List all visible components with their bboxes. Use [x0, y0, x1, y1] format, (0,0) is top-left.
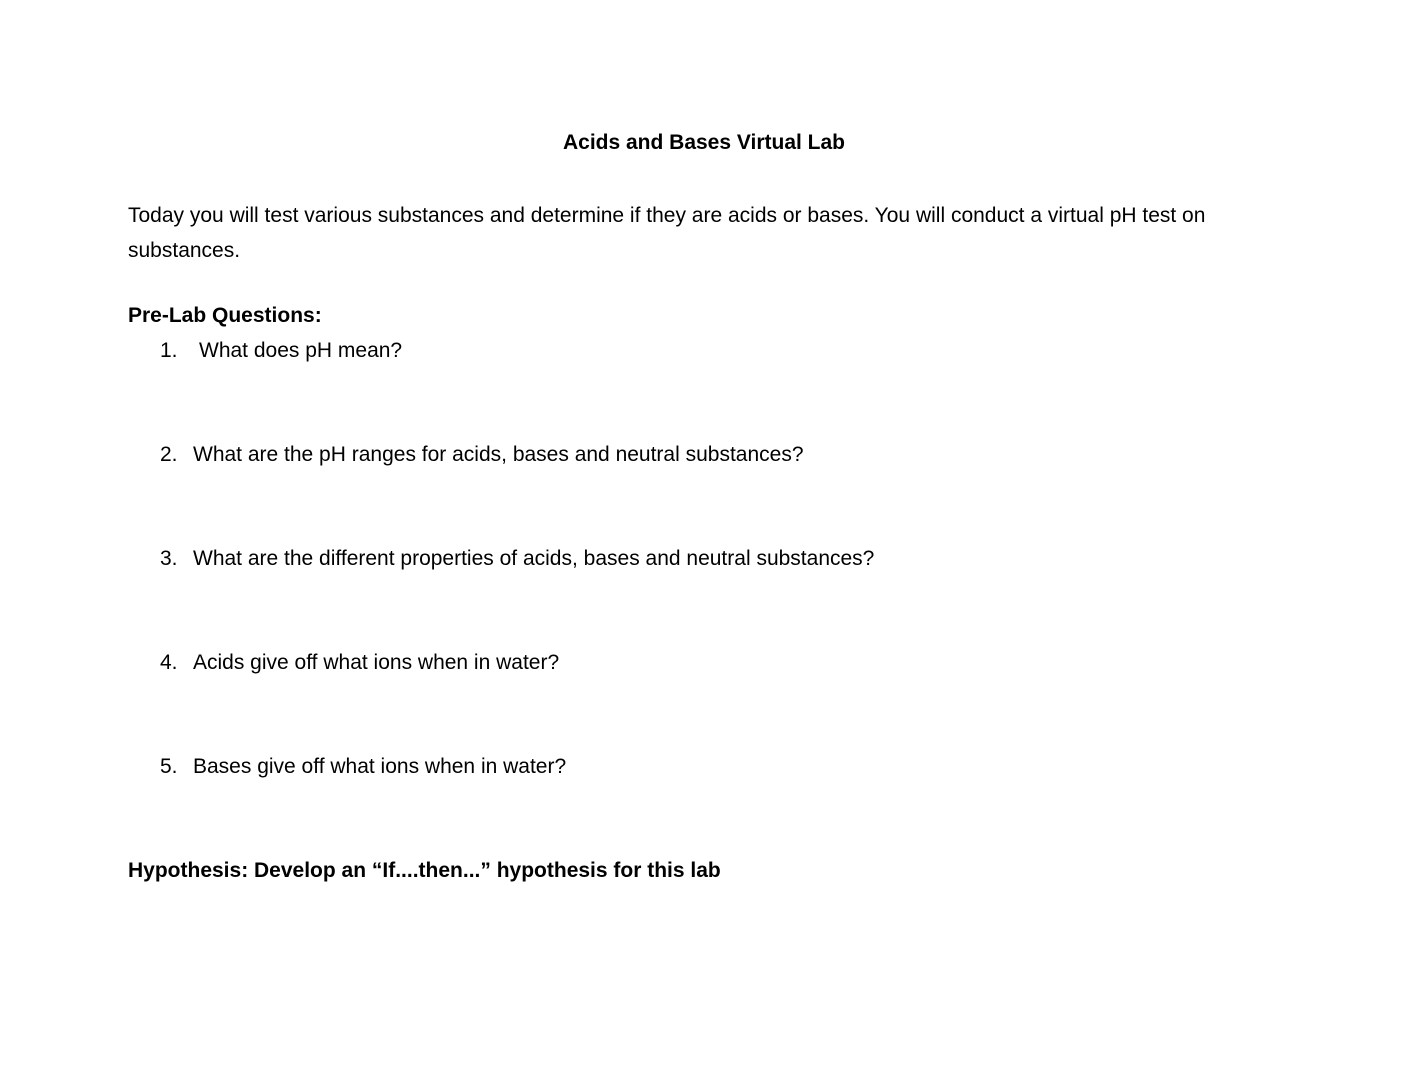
question-text: Acids give off what ions when in water?: [193, 651, 560, 674]
question-text: What does pH mean?: [199, 339, 403, 362]
intro-paragraph: Today you will test various substances and determine if they are acids or bases. You will conduct a virtual pH test on substances.: [128, 204, 1206, 262]
hypothesis-heading: Hypothesis: Develop an “If....then...” hypothesis for this lab: [128, 859, 721, 882]
question-number: 4.: [160, 651, 178, 674]
question-item-4: [160, 649, 559, 677]
question-item-3: [160, 545, 874, 573]
question-text: What are the different properties of acids, bases and neutral substances?: [193, 547, 875, 570]
question-number: 2.: [160, 443, 178, 466]
document-title: Acids and Bases Virtual Lab: [562, 131, 846, 154]
prelab-heading: Pre-Lab Questions:: [128, 304, 322, 327]
question-number: 3.: [160, 547, 178, 570]
question-item-5: [160, 753, 566, 781]
question-item-1: [160, 337, 402, 365]
question-text: Bases give off what ions when in water?: [193, 755, 567, 778]
question-text: What are the pH ranges for acids, bases and neutral substances?: [193, 443, 804, 466]
question-item-2: [160, 441, 804, 469]
question-number: 1.: [160, 339, 178, 362]
question-number: 5.: [160, 755, 178, 778]
